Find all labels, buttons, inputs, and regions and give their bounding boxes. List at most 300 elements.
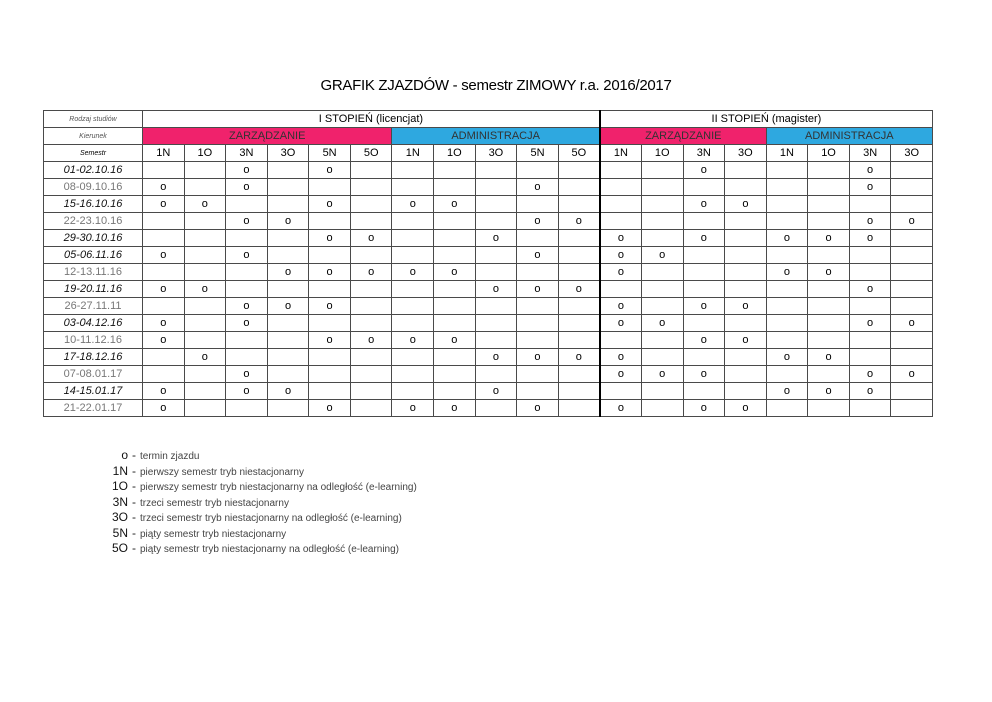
legend-dash: - — [132, 463, 136, 478]
schedule-cell: o — [808, 349, 850, 366]
schedule-cell — [475, 196, 517, 213]
table-row — [44, 196, 933, 213]
schedule-cell — [725, 213, 767, 230]
semester-header: 5N — [517, 145, 559, 162]
schedule-cell — [808, 332, 850, 349]
schedule-cell — [350, 162, 392, 179]
schedule-cell: o — [683, 196, 725, 213]
schedule-cell — [849, 196, 891, 213]
schedule-cell — [392, 298, 434, 315]
schedule-cell — [725, 349, 767, 366]
schedule-cell: o — [475, 281, 517, 298]
schedule-cell: o — [517, 281, 559, 298]
table-row — [44, 366, 933, 383]
schedule-cell: o — [600, 298, 642, 315]
schedule-cell — [350, 179, 392, 196]
schedule-cell — [891, 179, 933, 196]
legend-item — [108, 464, 417, 480]
schedule-cell — [517, 230, 559, 247]
schedule-cell — [184, 230, 226, 247]
schedule-cell — [600, 162, 642, 179]
schedule-cell: o — [143, 383, 185, 400]
schedule-cell: o — [475, 349, 517, 366]
schedule-cell — [184, 400, 226, 417]
schedule-table — [43, 110, 933, 417]
schedule-cell — [475, 162, 517, 179]
schedule-cell — [309, 366, 351, 383]
schedule-cell — [184, 332, 226, 349]
schedule-cell: o — [725, 332, 767, 349]
schedule-cell: o — [766, 230, 808, 247]
schedule-cell: o — [143, 179, 185, 196]
schedule-cell — [641, 213, 683, 230]
schedule-cell: o — [517, 179, 559, 196]
table-row — [44, 298, 933, 315]
schedule-cell: o — [683, 400, 725, 417]
legend-item — [108, 495, 417, 511]
schedule-cell — [184, 298, 226, 315]
kierunek-zarzadzanie-2: ZARZĄDZANIE — [600, 128, 766, 145]
semester-header: 3O — [475, 145, 517, 162]
schedule-cell: o — [350, 264, 392, 281]
schedule-cell — [143, 298, 185, 315]
schedule-cell — [184, 383, 226, 400]
schedule-cell — [641, 349, 683, 366]
schedule-cell — [725, 315, 767, 332]
schedule-cell — [475, 298, 517, 315]
label-semestr: Semestr — [44, 145, 143, 162]
schedule-cell: o — [434, 400, 476, 417]
schedule-cell: o — [725, 400, 767, 417]
schedule-cell: o — [766, 264, 808, 281]
schedule-cell — [808, 400, 850, 417]
schedule-cell — [683, 179, 725, 196]
schedule-cell — [641, 400, 683, 417]
schedule-cell: o — [766, 349, 808, 366]
schedule-cell — [766, 213, 808, 230]
schedule-cell — [558, 332, 600, 349]
schedule-cell: o — [475, 383, 517, 400]
legend-description: termin zjazdu — [140, 451, 200, 462]
schedule-cell — [392, 230, 434, 247]
schedule-cell: o — [143, 196, 185, 213]
schedule-cell: o — [641, 247, 683, 264]
schedule-cell: o — [849, 366, 891, 383]
schedule-cell — [434, 281, 476, 298]
schedule-cell — [600, 281, 642, 298]
date-cell: 01-02.10.16 — [44, 162, 143, 179]
schedule-cell — [309, 247, 351, 264]
schedule-cell: o — [641, 315, 683, 332]
table-row — [44, 400, 933, 417]
schedule-cell — [434, 349, 476, 366]
schedule-cell: o — [143, 400, 185, 417]
schedule-cell — [392, 383, 434, 400]
schedule-cell — [434, 179, 476, 196]
schedule-cell — [766, 196, 808, 213]
schedule-cell — [725, 179, 767, 196]
schedule-cell: o — [267, 383, 309, 400]
schedule-cell — [350, 196, 392, 213]
schedule-cell — [641, 281, 683, 298]
header-row-kierunek — [44, 128, 933, 145]
schedule-cell — [267, 366, 309, 383]
schedule-cell — [143, 213, 185, 230]
schedule-cell: o — [226, 179, 268, 196]
schedule-cell: o — [808, 264, 850, 281]
schedule-cell: o — [309, 196, 351, 213]
schedule-cell: o — [558, 349, 600, 366]
table-row — [44, 315, 933, 332]
schedule-cell: o — [309, 264, 351, 281]
schedule-cell — [725, 247, 767, 264]
schedule-cell — [808, 315, 850, 332]
date-cell: 26-27.11.11 — [44, 298, 143, 315]
schedule-cell: o — [267, 213, 309, 230]
schedule-cell — [226, 400, 268, 417]
schedule-cell: o — [475, 230, 517, 247]
schedule-cell — [267, 247, 309, 264]
schedule-cell — [725, 230, 767, 247]
schedule-cell — [475, 213, 517, 230]
table-row — [44, 213, 933, 230]
schedule-cell: o — [143, 247, 185, 264]
schedule-cell — [434, 213, 476, 230]
schedule-cell: o — [309, 298, 351, 315]
schedule-cell — [600, 179, 642, 196]
schedule-cell — [226, 349, 268, 366]
schedule-cell — [267, 196, 309, 213]
legend-description: pierwszy semestr tryb niestacjonarny — [140, 466, 304, 478]
schedule-cell — [226, 230, 268, 247]
schedule-cell — [309, 179, 351, 196]
schedule-cell — [226, 264, 268, 281]
schedule-cell — [683, 383, 725, 400]
header-row-rodzaj — [44, 111, 933, 128]
schedule-cell: o — [849, 315, 891, 332]
schedule-cell — [891, 332, 933, 349]
schedule-cell — [267, 281, 309, 298]
schedule-cell — [309, 213, 351, 230]
legend-item — [108, 541, 417, 557]
schedule-cell: o — [184, 281, 226, 298]
schedule-cell — [392, 213, 434, 230]
schedule-cell — [725, 264, 767, 281]
schedule-cell — [600, 213, 642, 230]
semester-header: 1N — [600, 145, 642, 162]
date-cell: 15-16.10.16 — [44, 196, 143, 213]
semester-header: 1O — [808, 145, 850, 162]
schedule-cell: o — [849, 383, 891, 400]
legend-description: piąty semestr tryb niestacjonarny na odległość (e-learning) — [140, 544, 400, 555]
schedule-cell: o — [184, 196, 226, 213]
schedule-cell: o — [600, 349, 642, 366]
page-title: GRAFIK ZJAZDÓW - semestr ZIMOWY r.a. 2016/2017 — [320, 77, 672, 94]
schedule-cell — [184, 213, 226, 230]
stopien-1-header: I STOPIEŃ (licencjat) — [143, 111, 600, 128]
schedule-cell — [184, 264, 226, 281]
schedule-cell — [475, 315, 517, 332]
schedule-cell — [434, 383, 476, 400]
schedule-cell — [392, 179, 434, 196]
schedule-cell — [725, 162, 767, 179]
table-row — [44, 281, 933, 298]
date-cell: 21-22.01.17 — [44, 400, 143, 417]
schedule-cell — [600, 196, 642, 213]
schedule-cell: o — [683, 332, 725, 349]
semester-header: 1N — [143, 145, 185, 162]
schedule-cell — [392, 162, 434, 179]
schedule-cell — [184, 315, 226, 332]
schedule-cell: o — [350, 230, 392, 247]
schedule-cell — [558, 162, 600, 179]
semester-header: 3N — [683, 145, 725, 162]
legend-description: trzeci semestr tryb niestacjonarny na odległość (e-learning) — [140, 513, 402, 524]
schedule-cell — [392, 349, 434, 366]
legend-description: pierwszy semestr tryb niestacjonarny na odległość (e-learning) — [140, 482, 417, 493]
legend-code: 5N — [112, 525, 128, 540]
schedule-cell — [143, 264, 185, 281]
schedule-cell: o — [849, 230, 891, 247]
schedule-cell — [267, 400, 309, 417]
schedule-cell: o — [683, 230, 725, 247]
schedule-cell: o — [143, 332, 185, 349]
schedule-cell — [766, 281, 808, 298]
schedule-cell — [350, 213, 392, 230]
schedule-cell: o — [517, 349, 559, 366]
schedule-cell — [392, 366, 434, 383]
table-row — [44, 247, 933, 264]
schedule-cell — [725, 281, 767, 298]
schedule-cell — [517, 383, 559, 400]
schedule-cell — [143, 349, 185, 366]
schedule-cell — [517, 332, 559, 349]
schedule-cell: o — [226, 315, 268, 332]
schedule-cell — [641, 179, 683, 196]
schedule-cell — [434, 298, 476, 315]
date-cell: 17-18.12.16 — [44, 349, 143, 366]
schedule-cell — [350, 383, 392, 400]
schedule-cell: o — [226, 162, 268, 179]
schedule-cell — [891, 162, 933, 179]
schedule-cell — [849, 298, 891, 315]
schedule-cell — [558, 366, 600, 383]
date-cell: 14-15.01.17 — [44, 383, 143, 400]
schedule-cell — [891, 264, 933, 281]
schedule-cell — [725, 383, 767, 400]
schedule-cell — [808, 196, 850, 213]
schedule-cell — [350, 247, 392, 264]
schedule-cell: o — [184, 349, 226, 366]
kierunek-zarzadzanie-1: ZARZĄDZANIE — [143, 128, 392, 145]
schedule-cell — [849, 247, 891, 264]
schedule-cell: o — [808, 383, 850, 400]
schedule-cell — [226, 196, 268, 213]
legend-dash: - — [132, 541, 136, 555]
schedule-cell: o — [267, 298, 309, 315]
schedule-cell: o — [226, 247, 268, 264]
schedule-cell: o — [891, 315, 933, 332]
schedule-cell — [808, 298, 850, 315]
schedule-cell — [600, 383, 642, 400]
schedule-cell — [891, 383, 933, 400]
schedule-cell: o — [517, 213, 559, 230]
schedule-cell — [309, 349, 351, 366]
schedule-cell: o — [558, 281, 600, 298]
legend-code: 5O — [111, 541, 128, 555]
schedule-cell — [766, 247, 808, 264]
schedule-cell — [350, 349, 392, 366]
schedule-cell: o — [226, 383, 268, 400]
schedule-cell — [350, 400, 392, 417]
schedule-cell: o — [600, 400, 642, 417]
schedule-cell — [558, 196, 600, 213]
semester-header: 3N — [849, 145, 891, 162]
schedule-cell — [267, 349, 309, 366]
schedule-cell — [517, 366, 559, 383]
schedule-cell — [475, 332, 517, 349]
schedule-cell — [184, 179, 226, 196]
legend-item — [108, 479, 417, 495]
schedule-cell — [143, 230, 185, 247]
semester-header: 1O — [184, 145, 226, 162]
schedule-cell — [434, 315, 476, 332]
semester-header: 5N — [309, 145, 351, 162]
schedule-cell: o — [641, 366, 683, 383]
schedule-cell — [517, 162, 559, 179]
schedule-cell — [309, 383, 351, 400]
schedule-cell: o — [600, 230, 642, 247]
schedule-cell — [766, 400, 808, 417]
schedule-cell — [808, 247, 850, 264]
schedule-cell — [641, 383, 683, 400]
schedule-cell — [143, 366, 185, 383]
schedule-cell — [392, 315, 434, 332]
schedule-cell — [226, 281, 268, 298]
schedule-cell: o — [143, 281, 185, 298]
schedule-cell: o — [558, 213, 600, 230]
schedule-cell — [517, 298, 559, 315]
schedule-cell: o — [849, 213, 891, 230]
schedule-cell: o — [267, 264, 309, 281]
semester-header: 1N — [392, 145, 434, 162]
schedule-cell — [392, 247, 434, 264]
schedule-cell — [350, 366, 392, 383]
schedule-cell: o — [849, 179, 891, 196]
kierunek-administracja-1: ADMINISTRACJA — [392, 128, 600, 145]
legend-description: trzeci semestr tryb niestacjonarny — [140, 497, 289, 509]
schedule-cell — [683, 315, 725, 332]
date-cell: 10-11.12.16 — [44, 332, 143, 349]
date-cell: 03-04.12.16 — [44, 315, 143, 332]
table-row — [44, 179, 933, 196]
schedule-cell — [267, 315, 309, 332]
schedule-cell — [434, 230, 476, 247]
schedule-cell — [808, 366, 850, 383]
schedule-cell — [184, 247, 226, 264]
legend — [108, 448, 417, 557]
label-kierunek: Kierunek — [44, 128, 143, 145]
schedule-cell — [350, 298, 392, 315]
schedule-cell — [641, 196, 683, 213]
schedule-cell: o — [309, 332, 351, 349]
legend-code: 1O — [111, 479, 128, 493]
schedule-cell — [143, 162, 185, 179]
schedule-cell — [350, 281, 392, 298]
schedule-cell — [558, 264, 600, 281]
schedule-cell — [600, 332, 642, 349]
legend-code: 1N — [112, 463, 128, 478]
schedule-cell — [309, 315, 351, 332]
table-row — [44, 162, 933, 179]
schedule-cell: o — [226, 298, 268, 315]
schedule-cell — [641, 332, 683, 349]
schedule-cell — [558, 247, 600, 264]
schedule-cell — [267, 179, 309, 196]
legend-item — [108, 448, 417, 464]
semester-header: 3N — [226, 145, 268, 162]
schedule-cell: o — [683, 162, 725, 179]
schedule-cell — [891, 349, 933, 366]
date-cell: 22-23.10.16 — [44, 213, 143, 230]
schedule-cell — [849, 349, 891, 366]
legend-code: 3N — [112, 494, 128, 509]
schedule-cell — [683, 349, 725, 366]
semester-header: 5O — [558, 145, 600, 162]
date-cell: 07-08.01.17 — [44, 366, 143, 383]
date-cell: 05-06.11.16 — [44, 247, 143, 264]
schedule-cell: o — [600, 366, 642, 383]
semester-header: 3O — [725, 145, 767, 162]
schedule-cell — [226, 332, 268, 349]
schedule-cell — [891, 230, 933, 247]
legend-code: 3O — [111, 510, 128, 524]
schedule-cell — [808, 281, 850, 298]
schedule-cell: o — [849, 162, 891, 179]
table-row — [44, 230, 933, 247]
schedule-cell — [558, 315, 600, 332]
schedule-cell — [475, 366, 517, 383]
schedule-cell — [267, 332, 309, 349]
semester-header: 1O — [434, 145, 476, 162]
stopien-2-header: II STOPIEŃ (magister) — [600, 111, 933, 128]
schedule-cell — [641, 264, 683, 281]
schedule-cell — [184, 162, 226, 179]
date-cell: 08-09.10.16 — [44, 179, 143, 196]
schedule-cell — [558, 230, 600, 247]
schedule-cell: o — [392, 196, 434, 213]
schedule-cell — [641, 162, 683, 179]
schedule-cell — [849, 332, 891, 349]
schedule-cell — [891, 298, 933, 315]
schedule-cell — [766, 366, 808, 383]
semester-header: 1N — [766, 145, 808, 162]
schedule-cell — [808, 162, 850, 179]
schedule-cell — [891, 196, 933, 213]
schedule-cell: o — [517, 247, 559, 264]
semester-header: 5O — [350, 145, 392, 162]
schedule-cell: o — [725, 196, 767, 213]
legend-dash: - — [132, 494, 136, 509]
schedule-cell — [475, 179, 517, 196]
date-cell: 19-20.11.16 — [44, 281, 143, 298]
schedule-cell: o — [600, 247, 642, 264]
schedule-cell: o — [350, 332, 392, 349]
schedule-cell — [558, 179, 600, 196]
schedule-cell: o — [226, 213, 268, 230]
schedule-cell — [475, 400, 517, 417]
schedule-cell — [184, 366, 226, 383]
